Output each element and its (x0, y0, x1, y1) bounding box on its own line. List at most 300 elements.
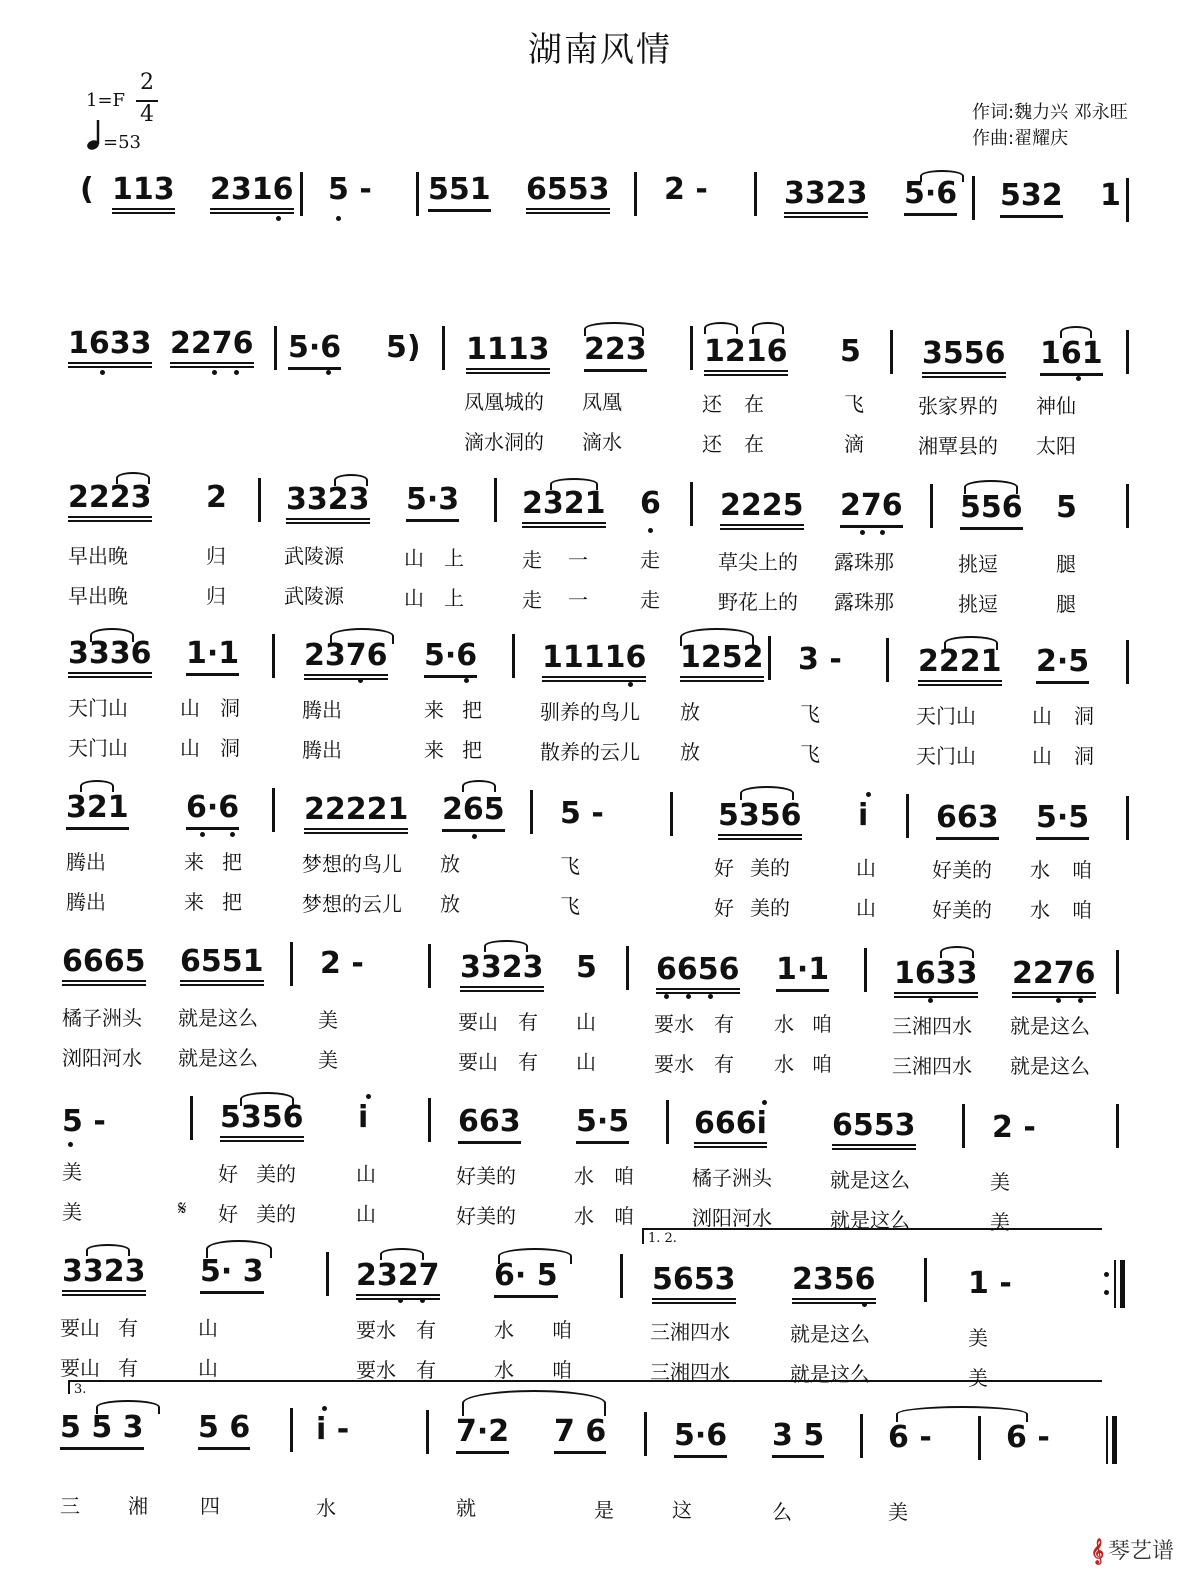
slur (240, 1092, 294, 1106)
lyric-v1: 山 (576, 1010, 596, 1034)
bar-line (1126, 330, 1129, 374)
song-title: 湖南风情 (528, 30, 672, 70)
lyric-v2: 走 (522, 588, 542, 612)
slur (752, 322, 784, 334)
lyric-v1: 美 (888, 1500, 908, 1524)
high-octave-dot (366, 1094, 371, 1099)
slur (86, 1244, 130, 1256)
bar-line (290, 942, 293, 986)
lyric-v2: 梦想的云儿 (302, 892, 402, 916)
lyric-v2: 把 (462, 738, 482, 762)
slur (90, 628, 134, 642)
low-octave-dot (928, 998, 933, 1003)
note-group: 5 - (560, 796, 604, 831)
lyric-v2: 就是这么 (1010, 1054, 1090, 1078)
low-octave-dot (860, 530, 865, 535)
lyric-v2: 上 (444, 586, 464, 610)
lyric-v1: 早出晚 (68, 544, 128, 568)
lyric-v1: 水 (494, 1318, 514, 1342)
note-group: 5) (386, 330, 421, 365)
lyric-v2: 飞 (800, 742, 820, 766)
low-octave-dot (648, 528, 653, 533)
note-group: i - (316, 1412, 350, 1447)
lyric-v1: 三 (60, 1494, 80, 1518)
volta-label-1: 1. 2. (648, 1231, 677, 1246)
slur (680, 628, 754, 646)
lyric-v1: 么 (772, 1500, 792, 1524)
note-group: 321 (66, 790, 129, 830)
lyric-v2: 山 (180, 736, 200, 760)
note-group: 2225 (720, 488, 804, 530)
note-group: 2356 (792, 1262, 876, 1304)
logo-icon: 𝄞 (1090, 1539, 1104, 1564)
low-octave-dot (1056, 998, 1061, 1003)
repeat-dot (1104, 1290, 1109, 1295)
lyric-v2: 美的 (750, 896, 790, 920)
note-group: 161 (1040, 336, 1103, 376)
bar-line (906, 794, 909, 838)
lyric-v1: 有 (714, 1012, 734, 1036)
lyric-v1: 山 (356, 1162, 376, 1186)
slur (96, 1400, 160, 1414)
lyric-v1: 咱 (552, 1318, 572, 1342)
note-group: 2276 (1012, 956, 1096, 998)
note-group: 5 (840, 334, 861, 369)
lyric-v2: 美 (968, 1366, 988, 1390)
lyric-v1: 咱 (614, 1164, 634, 1188)
note-group: 5·3 (406, 482, 459, 522)
note-group: 6665 (62, 944, 146, 986)
bar-line (690, 326, 693, 370)
low-octave-dot (708, 994, 713, 999)
lyric-v1: 梦想的鸟儿 (302, 852, 402, 876)
lyric-v1: 是 (594, 1498, 614, 1522)
lyric-v1: 挑逗 (958, 552, 998, 576)
bar-line (428, 1098, 431, 1142)
low-octave-dot (472, 834, 477, 839)
bar-line (864, 948, 867, 992)
lyric-v1: 好美的 (932, 858, 992, 882)
lyric-v1: 要山 (458, 1010, 498, 1034)
lyric-v2: 美的 (256, 1202, 296, 1226)
lyric-v2: 三湘四水 (650, 1360, 730, 1384)
lyric-v1: 就是这么 (178, 1006, 258, 1030)
lyric-v2: 湘覃县的 (918, 434, 998, 458)
lyric-v2: 挑逗 (958, 592, 998, 616)
note-group: 2221 (918, 644, 1002, 686)
note-group: 22221 (304, 792, 408, 834)
lyric-v1: 放 (680, 700, 700, 724)
bar-line (930, 484, 933, 528)
low-octave-dot (664, 994, 669, 999)
high-octave-dot (762, 1100, 767, 1105)
lyric-v1: 腿 (1056, 552, 1076, 576)
bar-line (1116, 950, 1119, 994)
lyric-v1: 就是这么 (790, 1322, 870, 1346)
note-group: 6· 5 (494, 1258, 558, 1298)
note-group: 6656 (656, 952, 740, 994)
bar-line (274, 326, 277, 370)
lyric-v2: 来 (184, 890, 204, 914)
note-group: 265 (442, 792, 505, 832)
note-group: 3323 (286, 482, 370, 524)
lyric-v1: 还 (702, 392, 722, 416)
lyric-v2: 就是这么 (790, 1362, 870, 1386)
note-group: 2316 (210, 172, 294, 214)
high-octave-dot (866, 792, 871, 797)
note-group: ( (80, 172, 94, 207)
lyric-v2: 山 (576, 1050, 596, 1074)
key-signature: 1=F (86, 90, 126, 111)
slur (80, 780, 114, 792)
lyric-v1: 走 (640, 548, 660, 572)
low-octave-dot (1078, 998, 1083, 1003)
slur (896, 1406, 1028, 1422)
bar-line (442, 326, 445, 370)
lyric-v2: 山 (1032, 744, 1052, 768)
lyric-v2: 美 (318, 1048, 338, 1072)
bar-line (494, 478, 497, 522)
lyric-v2: 就是这么 (178, 1046, 258, 1070)
note-group: 2376 (304, 638, 388, 680)
site-logo (1091, 1534, 1174, 1565)
final-bar-thick (1112, 1416, 1117, 1464)
lyric-v1: 武陵源 (284, 544, 344, 568)
composer-credit: 作曲:翟耀庆 (972, 128, 1069, 149)
repeat-dot (1104, 1272, 1109, 1277)
note-group: 6551 (180, 944, 264, 986)
lyric-v2: 在 (744, 432, 764, 456)
bar-line (620, 1254, 623, 1298)
lyric-v2: 咱 (552, 1358, 572, 1382)
slur (462, 1390, 606, 1416)
lyric-v1: 美 (968, 1326, 988, 1350)
bar-line (670, 792, 673, 836)
repeat-bar-thick (1120, 1260, 1125, 1308)
note-group: 1633 (894, 956, 978, 998)
lyric-v1: 飞 (800, 702, 820, 726)
lyric-v2: 归 (206, 584, 226, 608)
lyric-v2: 还 (702, 432, 722, 456)
lyric-v1: 山 (404, 546, 424, 570)
note-group: 1·1 (186, 636, 239, 676)
note-group: 3 5 (772, 1418, 824, 1458)
note-group: 223 (584, 332, 647, 372)
note-group: 1216 (704, 334, 788, 376)
lyric-v2: 好 (218, 1202, 238, 1226)
lyric-v2: 飞 (560, 894, 580, 918)
lyric-v1: 来 (184, 850, 204, 874)
low-octave-dot (880, 530, 885, 535)
lyric-v2: 三湘四水 (892, 1054, 972, 1078)
lyric-v1: 三湘四水 (892, 1014, 972, 1038)
slur (334, 474, 368, 486)
lyric-v1: 上 (444, 546, 464, 570)
lyric-v1: 好 (218, 1162, 238, 1186)
lyric-v1: 这 (672, 1498, 692, 1522)
slur (498, 1248, 572, 1264)
lyric-v2: 咱 (614, 1204, 634, 1228)
note-group: i (358, 1100, 369, 1135)
slur (584, 322, 644, 336)
bar-line (644, 1412, 647, 1456)
slur (484, 940, 528, 952)
lyric-v1: 要水 (356, 1318, 396, 1342)
note-group: 2 (206, 480, 227, 515)
low-octave-dot (276, 216, 281, 221)
note-group: 1633 (68, 326, 152, 368)
lyric-v1: 美的 (256, 1162, 296, 1186)
note-group: 663 (936, 800, 999, 840)
final-bar-thin (1106, 1416, 1108, 1464)
low-octave-dot (100, 370, 105, 375)
bar-line (634, 172, 637, 216)
note-group: 6 - (888, 1420, 932, 1455)
lyric-v1: 美的 (750, 856, 790, 880)
note-group: 5·5 (1036, 800, 1089, 840)
lyric-v1: 山 (180, 696, 200, 720)
bar-line (258, 478, 261, 522)
note-group: 5 - (62, 1104, 106, 1139)
lyric-v1: 水 (316, 1496, 336, 1520)
lyric-v1: 橘子洲头 (62, 1006, 142, 1030)
bar-line (886, 638, 889, 682)
lyric-v1: 就是这么 (1010, 1014, 1090, 1038)
lyric-v1: 水 (574, 1164, 594, 1188)
lyric-v1: 咱 (812, 1012, 832, 1036)
lyric-v1: 把 (222, 850, 242, 874)
lyric-v1: 洞 (1074, 704, 1094, 728)
lyric-v1: 好 (714, 856, 734, 880)
lyric-v1: 山 (856, 856, 876, 880)
slur (1060, 326, 1092, 338)
bar-line (272, 634, 275, 678)
lyric-v1: 就 (456, 1496, 476, 1520)
lyric-v1: 张家界的 (918, 394, 998, 418)
bar-line (962, 1104, 965, 1148)
lyric-v2: 来 (424, 738, 444, 762)
lyric-v2: 天门山 (68, 736, 128, 760)
quarter-note-icon (84, 118, 102, 156)
note-group: 3556 (922, 336, 1006, 378)
note-group: 5·6 (288, 330, 341, 370)
lyric-v1: 一 (568, 548, 588, 572)
bar-line (426, 1410, 429, 1454)
low-octave-dot (234, 370, 239, 375)
lyric-v2: 山 (356, 1202, 376, 1226)
bar-line (416, 172, 419, 216)
low-octave-dot (230, 832, 235, 837)
note-group: 6·6 (186, 790, 239, 830)
note-group: 3323 (62, 1254, 146, 1296)
lyric-v1: 腾出 (302, 698, 342, 722)
slur (206, 1240, 272, 1258)
note-group: 2 - (992, 1110, 1036, 1145)
tempo-marking: =53 (103, 132, 141, 153)
lyric-v1: 凤凰城的 (464, 390, 544, 414)
lyric-v1: 要山 (60, 1316, 100, 1340)
lyric-v2: 要水 (654, 1052, 694, 1076)
slur (944, 636, 998, 650)
slur (380, 1248, 424, 1260)
lyric-v1: 四 (200, 1494, 220, 1518)
note-group: 6553 (526, 172, 610, 214)
note-group: 1 (1100, 178, 1121, 213)
note-group: 1 - (968, 1266, 1012, 1301)
bar-line (1126, 640, 1129, 684)
low-octave-dot (326, 370, 331, 375)
low-octave-dot (68, 1142, 73, 1147)
logo-text: 琴艺谱 (1107, 1539, 1174, 1564)
lyric-v2: 好美的 (456, 1204, 516, 1228)
slur (740, 786, 794, 800)
note-group: 2321 (522, 486, 606, 528)
note-group: 666i (694, 1106, 767, 1148)
lyric-v2: 水 (1030, 898, 1050, 922)
lyric-v2: 咱 (1072, 898, 1092, 922)
volta-bracket-1 (642, 1228, 1102, 1244)
low-octave-dot (628, 682, 633, 687)
bar-line (272, 788, 275, 832)
bar-line (924, 1258, 927, 1302)
lyric-v2: 腿 (1056, 592, 1076, 616)
bar-line (190, 1096, 193, 1140)
lyric-v2: 滴水洞的 (464, 430, 544, 454)
note-group: 663 (458, 1104, 521, 1144)
lyric-v1: 三湘四水 (650, 1320, 730, 1344)
lyric-v2: 露珠那 (834, 590, 894, 614)
lyric-v2: 有 (714, 1052, 734, 1076)
lyric-v2: 要水 (356, 1358, 396, 1382)
lyric-v1: 天门山 (916, 704, 976, 728)
note-group: 1·1 (776, 952, 829, 992)
slur (920, 170, 964, 182)
bar-line (1126, 796, 1129, 840)
lyric-v2: 武陵源 (284, 584, 344, 608)
lyric-v2: 滴 (844, 432, 864, 456)
slur (550, 478, 598, 490)
note-group: 2 - (664, 172, 708, 207)
lyric-v2: 洞 (1074, 744, 1094, 768)
bar-line (666, 1100, 669, 1144)
note-group: 5 (576, 950, 597, 985)
lyric-v1: 草尖上的 (718, 550, 798, 574)
low-octave-dot (686, 994, 691, 999)
low-octave-dot (336, 216, 341, 221)
lyric-v2: 好美的 (932, 898, 992, 922)
note-group: 5356 (718, 798, 802, 840)
lyric-v2: 天门山 (916, 744, 976, 768)
note-group: 5·6 (424, 638, 477, 678)
lyric-v2: 浏阳河水 (692, 1206, 772, 1230)
lyric-v1: 有 (518, 1010, 538, 1034)
bar-line (428, 944, 431, 988)
note-group: 5·6 (674, 1418, 727, 1458)
lyric-v2: 一 (568, 588, 588, 612)
note-group: 276 (840, 488, 903, 528)
lyric-v2: 把 (222, 890, 242, 914)
slur (330, 628, 394, 644)
lyric-v1: 放 (440, 852, 460, 876)
lyric-v1: 山 (198, 1316, 218, 1340)
lyric-v2: 有 (118, 1356, 138, 1380)
lyric-v2: 洞 (220, 736, 240, 760)
lyric-v1: 要水 (654, 1012, 694, 1036)
slur (704, 322, 738, 334)
lyric-v1: 有 (416, 1318, 436, 1342)
bar-line (1126, 178, 1129, 222)
lyric-v1: 在 (744, 392, 764, 416)
lyric-v2: 浏阳河水 (62, 1046, 142, 1070)
bar-line (768, 636, 771, 680)
note-group: 6 (640, 486, 661, 521)
lyric-v2: 滴水 (582, 430, 622, 454)
lyric-v2: 山 (856, 896, 876, 920)
segno-sign: 𝄋 (178, 1196, 187, 1220)
bar-line (326, 1252, 329, 1296)
lyric-v1: 咱 (1072, 858, 1092, 882)
bar-line (626, 946, 629, 990)
slur (964, 480, 1018, 494)
note-group: 113 (112, 172, 175, 214)
lyric-v1: 驯养的鸟儿 (540, 700, 640, 724)
note-group: 551 (428, 172, 491, 212)
note-group: 2223 (68, 480, 152, 522)
lyric-v2: 咱 (812, 1052, 832, 1076)
note-group: 5653 (652, 1262, 736, 1304)
bar-line (512, 634, 515, 678)
lyric-v1: 美 (990, 1170, 1010, 1194)
lyricist-credit: 作词:魏力兴 邓永旺 (972, 102, 1128, 123)
note-group: 2 - (320, 946, 364, 981)
lyric-v2: 要山 (60, 1356, 100, 1380)
lyric-v1: 就是这么 (830, 1168, 910, 1192)
lyric-v2: 放 (440, 892, 460, 916)
note-group: 7·2 (456, 1414, 509, 1454)
lyric-v1: 飞 (560, 854, 580, 878)
note-group: 5· 3 (200, 1254, 264, 1294)
lyric-v2: 野花上的 (718, 590, 798, 614)
note-group: 11116 (542, 640, 646, 682)
low-octave-dot (358, 678, 363, 683)
bar-line (978, 1416, 981, 1460)
lyric-v1: 归 (206, 544, 226, 568)
lyric-v2: 腾出 (302, 738, 342, 762)
low-octave-dot (200, 832, 205, 837)
lyric-v2: 美 (990, 1210, 1010, 1234)
low-octave-dot (862, 1302, 867, 1307)
low-octave-dot (398, 1298, 403, 1303)
slur (116, 472, 150, 484)
lyric-v1: 洞 (220, 696, 240, 720)
note-group: 3336 (68, 636, 152, 678)
lyric-v2: 就是这么 (830, 1208, 910, 1232)
bar-line (290, 1408, 293, 1452)
lyric-v1: 走 (522, 548, 542, 572)
lyric-v1: 美 (62, 1160, 82, 1184)
note-group: 532 (1000, 178, 1063, 218)
note-group: 6 - (1006, 1420, 1050, 1455)
lyric-v1: 橘子洲头 (692, 1166, 772, 1190)
lyric-v1: 天门山 (68, 696, 128, 720)
bar-line (860, 1414, 863, 1458)
lyric-v1: 露珠那 (834, 550, 894, 574)
note-group: 3323 (784, 176, 868, 218)
volta-label-2: 3. (74, 1382, 87, 1397)
note-group: 6553 (832, 1108, 916, 1150)
note-group: 5·6 (904, 176, 957, 216)
low-octave-dot (420, 1298, 425, 1303)
